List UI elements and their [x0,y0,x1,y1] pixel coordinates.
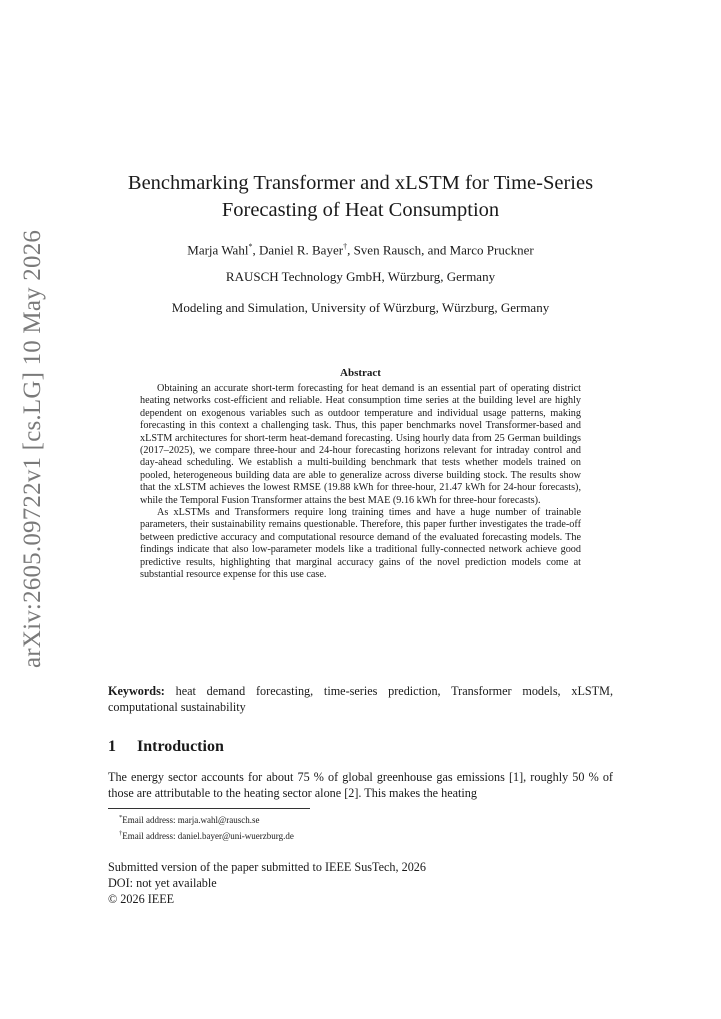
introduction-paragraph: The energy sector accounts for about 75 % of global greenhouse gas emissions [1], roughly 50 % of those are attributable to the heating sector alone [2]. This makes the heating [108,770,613,800]
footnote-2 [108,827,613,843]
affiliation-2: Modeling and Simulation, University of Würzburg, Würzburg, Germany [171,300,550,315]
other-authors: Sven Rausch, and Marco Pruckner [353,242,534,258]
affiliation-1: RAUSCH Technology GmbH, Würzburg, Germany [225,269,496,284]
author-1-footnote-mark: * [248,242,253,251]
footnote-1-text: Email address: marja.wahl@rausch.se [122,815,260,825]
title-line-2: Forecasting of Heat Consumption [221,199,500,221]
abstract-paragraph-1: Obtaining an accurate short-term forecasting for heat demand is an essential part of operating district heating networks cost-efficient and reliable. Heat consumption time series at the building level are highly dependent on exogenous variables such as outdoor temperature and individual usage patterns, making forecasting in this context a challenging task. Thus, this paper benchmarks novel Transformer-based and xLSTM architectures for short-term heat-demand forecasting. Using hourly data from 25 German buildings (2017–2025), we compare three-hour and 24-hour forecasting horizons relevant for intraday control and day-ahead scheduling. We establish a multi-building benchmark that tests whether models trained on pooled, heterogeneous building data are able to generalize across diverse building stock. The results show that the xLSTM achieves the lowest RMSE (19.88 kWh for three-hour, 21.47 kWh for 24-hour forecasts), while the Temporal Fusion Transformer attains the best MAE (9.16 kWh for three-hour forecasts). [140,383,581,506]
paper-title [108,170,613,224]
author-2-footnote-mark: † [343,242,348,251]
abstract-body [140,383,581,582]
footnote-1-mark: * [119,814,123,821]
author-1: Marja Wahl [187,242,249,258]
submission-copyright: © 2026 IEEE [108,892,175,906]
footnotes [108,811,613,843]
footnote-2-mark: † [119,830,123,837]
keywords [108,683,613,715]
footnote-2-text: Email address: daniel.bayer@uni-wuerzburg.de [122,831,294,841]
arxiv-identifier-stamp: arXiv:2605.09722v1 [cs.LG] 10 May 2026 [19,229,46,668]
title-line-1: Benchmarking Transformer and xLSTM for Time-Series [127,172,594,194]
submission-venue: Submitted version of the paper submitted to IEEE SusTech, 2026 [108,860,426,874]
submission-notice [108,859,613,907]
author-2: Daniel R. Bayer [258,242,344,258]
section-title: Introduction [137,738,224,755]
abstract-paragraph-2: As xLSTMs and Transformers require long training times and have a huge number of trainable parameters, their sustainability remains questionable. Therefore, this paper further investigates the trade-off between predictive accuracy and computational resource demand of the evaluated forecasting models. The findings indicate that also low-parameter models like a traditional fully-connected network achieve good predictive results, highlighting that marginal accuracy gains of the novel prediction models come at substantial resource expense for this use case. [140,507,581,581]
abstract-heading: Abstract [340,367,381,379]
section-heading-introduction [108,737,613,757]
footnote-1 [108,811,613,827]
section-number: 1 [108,738,116,755]
keywords-text: heat demand forecasting, time-series prediction, Transformer models, xLSTM, computational sustainability [108,684,613,714]
footnote-rule [108,808,310,809]
submission-doi: DOI: not yet available [108,876,217,890]
keywords-label: Keywords: [108,684,165,698]
author-list: Marja Wahl*, Daniel R. Bayer†, Sven Rausch, and Marco Pruckner [187,242,534,258]
